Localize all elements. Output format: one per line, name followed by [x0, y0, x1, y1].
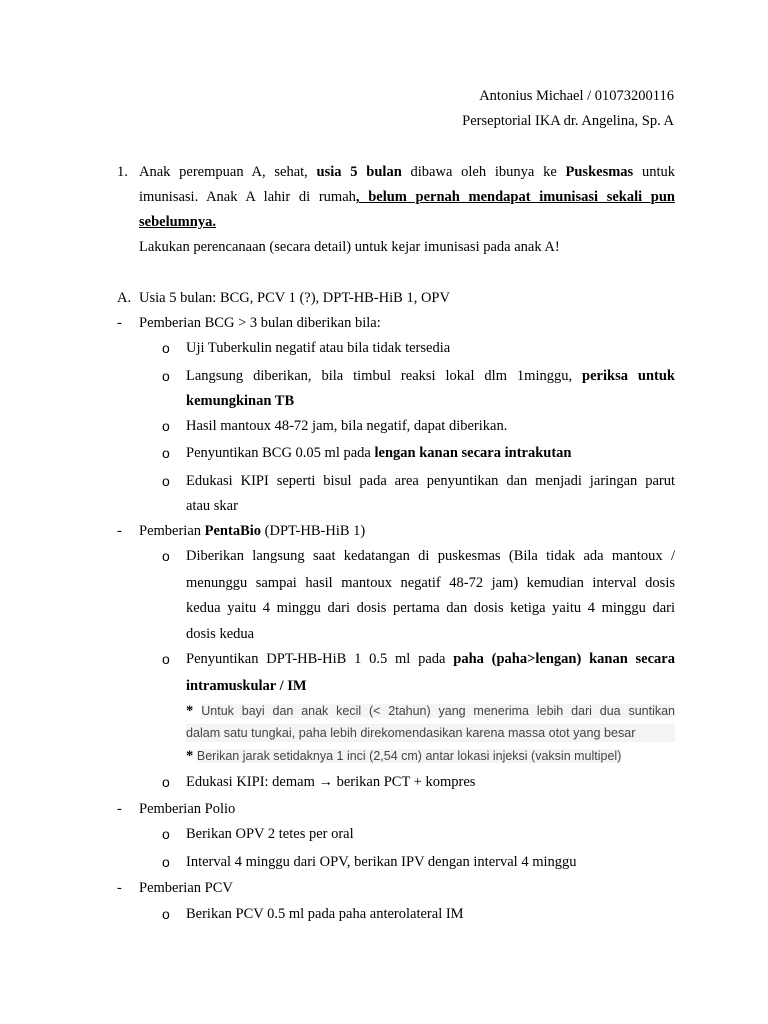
dash-marker: - [117, 880, 122, 896]
pcv-heading: Pemberian PCV [139, 880, 233, 896]
author-line: Antonius Michael / 01073200116 [479, 88, 674, 104]
question-line-1: Anak perempuan A, sehat, usia 5 bulan dibawa oleh ibunya ke Puskesmas untuk [139, 164, 675, 180]
pcv-item-1: Berikan PCV 0.5 ml pada paha anterolateral IM [186, 906, 464, 922]
penta-note-1: * Untuk bayi dan anak kecil (< 2tahun) yang menerima lebih dari dua suntikan [186, 703, 676, 719]
penta-item-1: Diberikan langsung saat kedatangan di puskesmas (Bila tidak ada mantoux / [186, 548, 675, 564]
penta-item-1-cont: kedua yaitu 4 minggu dari dosis pertama dan dosis ketiga yaitu 4 minggu dari [186, 600, 675, 616]
dash-marker: - [117, 801, 122, 817]
polio-item-1: Berikan OPV 2 tetes per oral [186, 826, 354, 842]
bullet-icon: o [162, 774, 170, 790]
question-line-3: sebelumnya. [139, 214, 216, 230]
question-line-2: imunisasi. Anak A lahir di rumah, belum pernah mendapat imunisasi sekali pun [139, 189, 675, 205]
bcg-item-2: Langsung diberikan, bila timbul reaksi lokal dlm 1minggu, periksa untuk [186, 368, 675, 384]
penta-item-3: Edukasi KIPI: demam → berikan PCT + kompres [186, 774, 476, 790]
arrow-right-icon: → [318, 774, 333, 790]
bullet-icon: o [162, 473, 170, 489]
penta-item-2: Penyuntikan DPT-HB-HiB 1 0.5 ml pada paha (paha>lengan) kanan secara [186, 651, 675, 667]
bcg-item-5-cont: atau skar [186, 498, 238, 514]
question-instruction: Lakukan perencanaan (secara detail) untuk kejar imunisasi pada anak A! [139, 239, 560, 255]
penta-item-1-cont: menunggu sampai hasil mantoux negatif 48-72 jam) kemudian interval dosis [186, 575, 675, 591]
penta-note-1-cont: dalam satu tungkai, paha lebih direkomendasikan karena massa otot yang besar [186, 724, 675, 742]
bullet-icon: o [162, 854, 170, 870]
polio-item-2: Interval 4 minggu dari OPV, berikan IPV dengan interval 4 minggu [186, 854, 577, 870]
penta-item-1-cont: dosis kedua [186, 626, 255, 642]
polio-heading: Pemberian Polio [139, 801, 236, 817]
penta-item-2-cont: intramuskular / IM [186, 678, 307, 694]
bullet-icon: o [162, 906, 170, 922]
bcg-item-5: Edukasi KIPI seperti bisul pada area penyuntikan dan menjadi jaringan parut [186, 473, 675, 489]
bcg-item-2-cont: kemungkinan TB [186, 393, 295, 409]
dash-marker: - [117, 315, 122, 331]
dash-marker: - [117, 523, 122, 539]
bullet-icon: o [162, 368, 170, 384]
bullet-icon: o [162, 548, 170, 564]
bullet-icon: o [162, 651, 170, 667]
bcg-heading: Pemberian BCG > 3 bulan diberikan bila: [139, 315, 381, 331]
preceptor-line: Perseptorial IKA dr. Angelina, Sp. A [462, 113, 674, 129]
bcg-item-4: Penyuntikan BCG 0.05 ml pada lengan kanan secara intrakutan [186, 445, 572, 461]
bullet-icon: o [162, 418, 170, 434]
penta-note-2: * Berikan jarak setidaknya 1 inci (2,54 cm) antar lokasi injeksi (vaksin multipel) [186, 748, 622, 764]
bullet-icon: o [162, 445, 170, 461]
bullet-icon: o [162, 826, 170, 842]
bullet-icon: o [162, 340, 170, 356]
bcg-item-3: Hasil mantoux 48-72 jam, bila negatif, dapat diberikan. [186, 418, 508, 434]
question-number: 1. [117, 164, 128, 180]
bcg-item-1: Uji Tuberkulin negatif atau bila tidak tersedia [186, 340, 451, 356]
answer-title: Usia 5 bulan: BCG, PCV 1 (?), DPT-HB-HiB 1, OPV [139, 290, 450, 306]
penta-heading: Pemberian PentaBio (DPT-HB-HiB 1) [139, 523, 366, 539]
answer-marker: A. [117, 290, 132, 306]
